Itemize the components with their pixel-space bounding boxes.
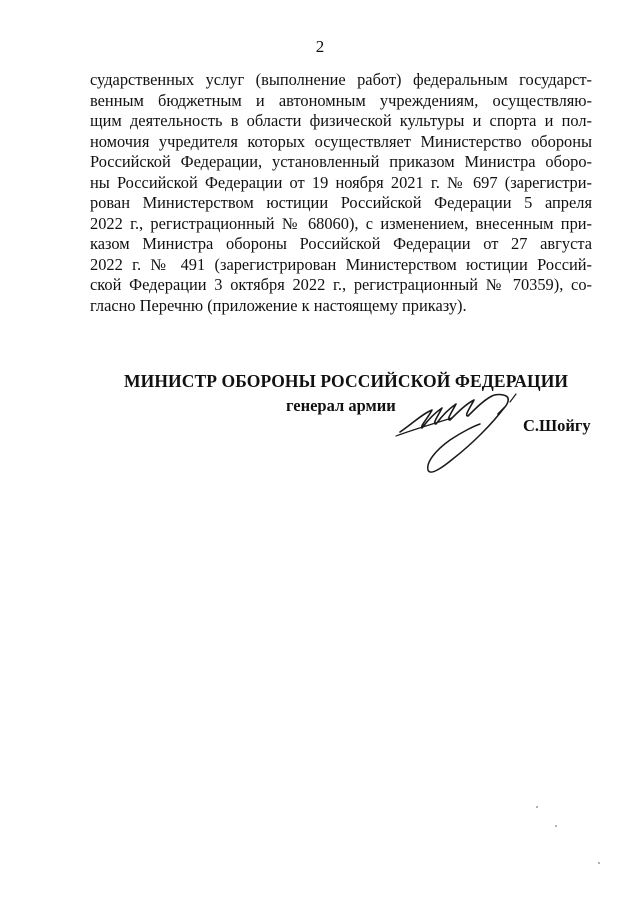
body-line: Российской Федерации, установленный приказом Министра оборо-: [90, 152, 592, 171]
body-line: номочия учредителя которых осуществляет Министерство обороны: [90, 131, 592, 151]
body-line: 2022 г., регистрационный № 68060), с изменением, внесенным при-: [90, 213, 592, 233]
page-number: 2: [315, 37, 325, 56]
body-line: ской Федерации 3 октября 2022 г., регистрационный № 70359), со-: [90, 275, 592, 294]
body-line: казом Министра обороны Российской Федерации от 27 августа: [90, 234, 592, 253]
signatory-rank: генерал армии: [286, 396, 396, 415]
signatory-title: МИНИСТР ОБОРОНЫ РОССИЙСКОЙ ФЕДЕРАЦИИ: [124, 371, 569, 391]
body-line: рован Министерством юстиции Российской Федерации 5 апреля: [90, 193, 592, 212]
body-paragraph: [90, 70, 592, 316]
body-line: щим деятельность в области физической культуры и спорта и пол-: [90, 111, 592, 130]
body-line: венным бюджетным и автономным учреждениям, осуществляю-: [90, 90, 592, 110]
body-line: ны Российской Федерации от 19 ноября 2021 г. № 697 (зарегистри-: [90, 172, 592, 192]
scan-artifact: [598, 862, 600, 864]
body-line: сударственных услуг (выполнение работ) федеральным государст-: [90, 70, 592, 89]
body-line: гласно Перечню (приложение к настоящему приказу).: [90, 295, 467, 315]
handwritten-signature: [392, 384, 522, 484]
scan-artifact: [555, 825, 557, 827]
scan-artifact: [536, 806, 538, 808]
body-line: 2022 г. № 491 (зарегистрирован Министерством юстиции Россий-: [90, 254, 592, 274]
signatory-name: С.Шойгу: [523, 416, 591, 435]
